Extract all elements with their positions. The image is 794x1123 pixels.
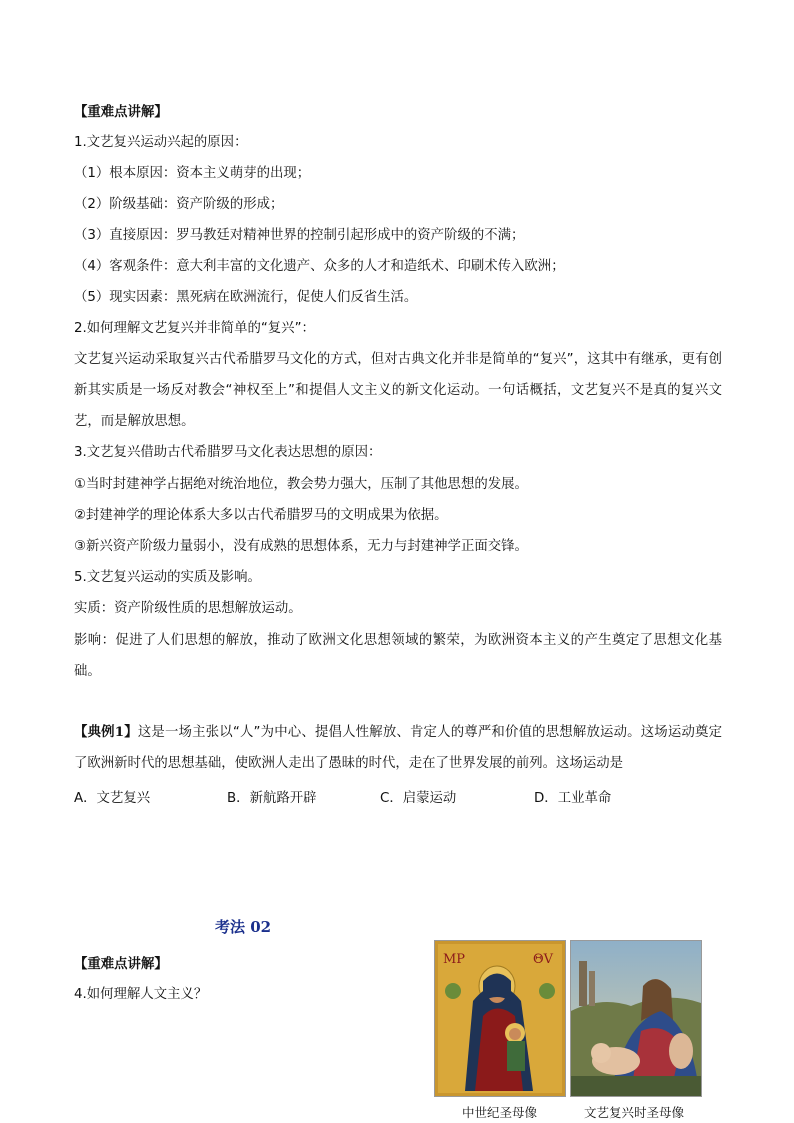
icon-letters-right: ΘV — [533, 952, 554, 967]
section2-heading: 【重难点讲解】 — [74, 956, 168, 972]
q1-item-4: （4）客观条件：意大利丰富的文化遗产、众多的人才和造纸术、印刷术传入欧洲； — [74, 259, 565, 274]
example-1 — [74, 717, 722, 779]
q1-item-3: （3）直接原因：罗马教廷对精神世界的控制引起形成中的资产阶级的不满； — [74, 228, 525, 243]
q2-paragraph: 文艺复兴运动采取复兴古代希腊罗马文化的方式，但对古典文化并非是简单的“复兴”，这其中有继承，更有创新其实质是一场反对教会“神权至上”和提倡人文主义的新文化运动。一句话概括，文艺复兴不是真的复兴文艺，而是解放思想。 — [74, 352, 722, 429]
q1-item-5: （5）现实因素：黑死病在欧洲流行，促使人们反省生活。 — [74, 290, 418, 305]
option-a: A．文艺复兴 — [74, 791, 151, 806]
medieval-madonna-icon — [435, 941, 565, 1096]
q1-item-1: （1）根本原因：资本主义萌芽的出现； — [74, 166, 311, 181]
q3-title: 3.文艺复兴借助古代希腊罗马文化表达思想的原因： — [74, 445, 382, 460]
icon-letters-left: MP — [443, 952, 466, 967]
medieval-caption: 中世纪圣母像 — [462, 1105, 538, 1120]
q3-item-1: ①当时封建神学占据绝对统治地位，教会势力强大，压制了其他思想的发展。 — [74, 477, 528, 492]
example-label: 【典例1】 — [74, 724, 138, 740]
q1-item-2: （2）阶级基础：资产阶级的形成； — [74, 197, 284, 212]
renaissance-caption: 文艺复兴时圣母像 — [584, 1105, 685, 1120]
section-heading: 【重难点讲解】 — [74, 104, 168, 120]
option-d: D．工业革命 — [534, 791, 612, 806]
q5-essence: 实质：资产阶级性质的思想解放运动。 — [74, 601, 302, 616]
q4-title: 4.如何理解人文主义？ — [74, 987, 208, 1002]
medieval-madonna-image — [434, 940, 566, 1097]
renaissance-madonna-icon — [571, 941, 701, 1096]
example-question: 这是一场主张以“人”为中心、提倡人性解放、肯定人的尊严和价值的思想解放运动。这场运动奠定了欧洲新时代的思想基础，使欧洲人走出了愚昧的时代，走在了世界发展的前列。这场运动是 — [74, 725, 722, 771]
q5-impact: 影响：促进了人们思想的解放，推动了欧洲文化思想领域的繁荣，为欧洲资本主义的产生奠定了思想文化基础。 — [74, 633, 722, 679]
q3-item-2: ②封建神学的理论体系大多以古代希腊罗马的文明成果为依据。 — [74, 508, 448, 523]
q3-item-3: ③新兴资产阶级力量弱小，没有成熟的思想体系，无力与封建神学正面交锋。 — [74, 539, 528, 554]
q2-title: 2.如何理解文艺复兴并非简单的“复兴”： — [74, 321, 315, 336]
renaissance-madonna-image — [570, 940, 702, 1097]
q1-title: 1.文艺复兴运动兴起的原因： — [74, 135, 248, 150]
q5-title: 5.文艺复兴运动的实质及影响。 — [74, 570, 261, 585]
option-c: C．启蒙运动 — [380, 791, 457, 806]
option-b: B．新航路开辟 — [227, 791, 317, 806]
kaofa-title: 考法 02 — [215, 918, 272, 936]
